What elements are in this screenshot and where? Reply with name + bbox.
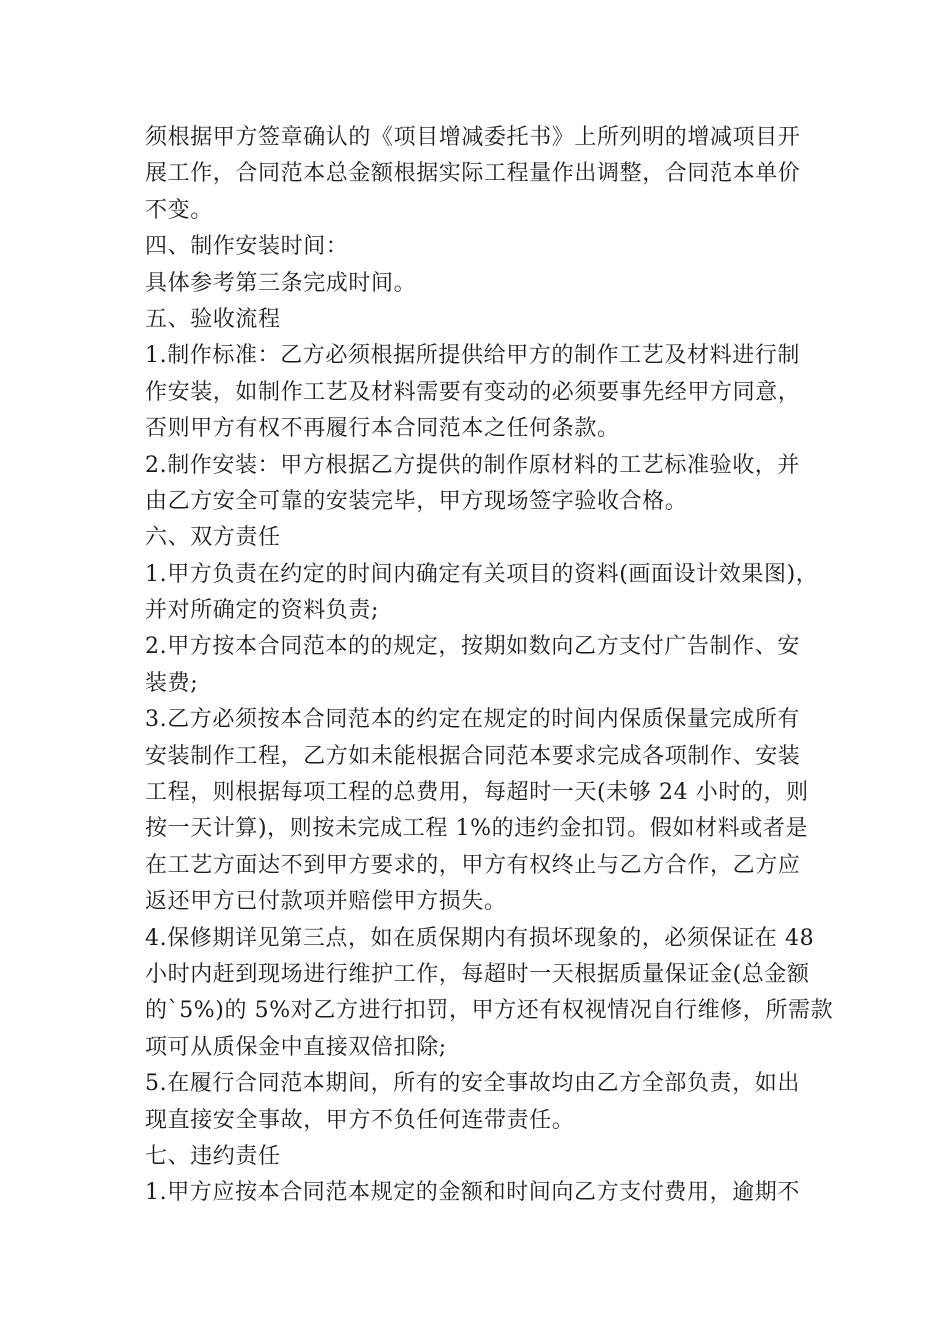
- text-line: 3.乙方必须按本合同范本的约定在规定的时间内保质保量完成所有: [145, 707, 800, 733]
- text-line: 按一天计算)，则按未完成工程 1%的违约金扣罚。假如材料或者是: [145, 816, 809, 842]
- text-line: 须根据甲方签章确认的《项目增减委托书》上所列明的增减项目开: [145, 125, 801, 150]
- text-line: 5.在履行合同范本期间，所有的安全事故均由乙方全部负责，如出: [145, 1071, 800, 1097]
- text-line: 在工艺方面达不到甲方要求的，甲方有权终止与乙方合作，乙方应: [145, 852, 801, 878]
- text-line: 作安装，如制作工艺及材料需要有变动的必须要事先经甲方同意，: [145, 379, 801, 405]
- text-line: 并对所确定的资料负责;: [145, 598, 380, 624]
- text-line: 项可从质保金中直接双倍扣除;: [145, 1034, 447, 1060]
- section-heading: 六、双方责任: [145, 525, 281, 551]
- text-line: 1.制作标准：乙方必须根据所提供给甲方的制作工艺及材料进行制: [145, 343, 800, 369]
- text-line: 1.甲方负责在约定的时间内确定有关项目的资料(画面设计效果图)，: [145, 561, 819, 587]
- section-heading: 七、违约责任: [145, 1143, 281, 1169]
- text-line: 2.制作安装：甲方根据乙方提供的制作原材料的工艺标准验收，并: [145, 452, 800, 478]
- section-heading: 五、验收流程: [145, 306, 281, 332]
- text-line: 安装制作工程，乙方如未能根据合同范本要求完成各项制作、安装: [145, 743, 801, 769]
- text-line: 现直接安全事故，甲方不负任何连带责任。: [145, 1107, 575, 1133]
- text-line: 不变。: [145, 197, 213, 223]
- section-heading: 四、制作安装时间：: [145, 234, 349, 260]
- text-line: 的`5%)的 5%对乙方进行扣罚，甲方还有权视情况自行维修，所需款: [145, 998, 834, 1024]
- text-line: 返还甲方已付款项并赔偿甲方损失。: [145, 889, 507, 915]
- text-line: 装费;: [145, 670, 199, 696]
- text-line: 2.甲方按本合同范本的的规定，按期如数向乙方支付广告制作、安: [145, 634, 800, 660]
- document-body: [145, 120, 834, 1212]
- text-line: 展工作，合同范本总金额根据实际工程量作出调整，合同范本单价: [145, 161, 801, 187]
- text-line: 小时内赶到现场进行维护工作，每超时一天根据质量保证金(总金额: [145, 961, 810, 987]
- text-line: 由乙方安全可靠的安装完毕，甲方现场签字验收合格。: [145, 488, 688, 514]
- text-line: 否则甲方有权不再履行本合同范本之任何条款。: [145, 416, 620, 442]
- text-line: 4.保修期详见第三点，如在质保期内有损坏现象的，必须保证在 48: [145, 925, 815, 951]
- text-line: 1.甲方应按本合同范本规定的金额和时间向乙方支付费用，逾期不: [145, 1180, 800, 1206]
- text-line: 具体参考第三条完成时间。: [145, 270, 417, 296]
- text-line: 工程，则根据每项工程的总费用，每超时一天(未够 24 小时的，则: [145, 780, 809, 806]
